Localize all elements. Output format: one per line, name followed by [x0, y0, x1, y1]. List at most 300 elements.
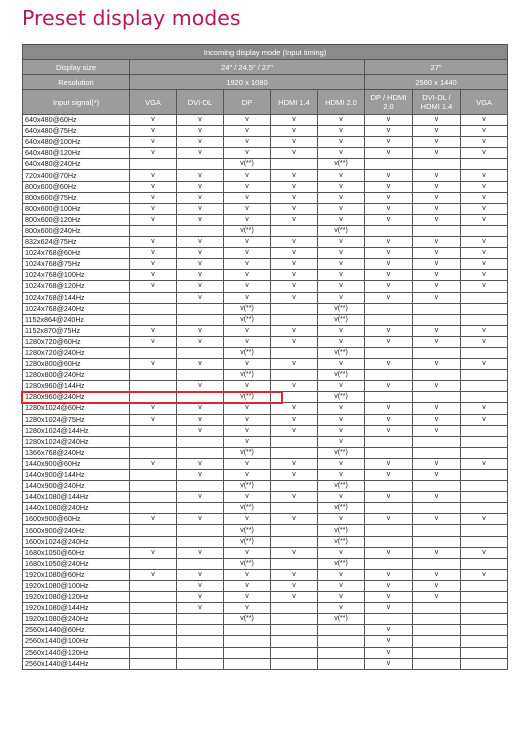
table-row: [23, 547, 508, 558]
table-row: [23, 658, 508, 669]
table-row: [23, 314, 508, 325]
table-row: [23, 325, 508, 336]
support-cell: [461, 436, 508, 447]
support-cell: v: [271, 259, 318, 270]
column-header: HDMI 2.0: [318, 90, 365, 115]
support-cell: [177, 314, 224, 325]
input-signal-cell: 2560x1440@144Hz: [23, 658, 130, 669]
support-cell: v: [413, 292, 461, 303]
support-cell: [461, 481, 508, 492]
support-cell: v: [224, 237, 271, 248]
support-cell: v(**): [318, 225, 365, 236]
support-cell: v: [318, 270, 365, 281]
support-cell: v: [224, 414, 271, 425]
column-header-text: DVI-DL / HDMI 1.4: [420, 93, 453, 111]
support-cell: [177, 447, 224, 458]
support-cell: [177, 536, 224, 547]
support-cell: [271, 525, 318, 536]
support-cell: [413, 447, 461, 458]
table-row: [23, 248, 508, 259]
support-cell: v: [271, 580, 318, 591]
support-cell: v: [271, 115, 318, 126]
support-cell: v: [365, 270, 413, 281]
support-cell: v: [271, 203, 318, 214]
support-cell: v: [224, 514, 271, 525]
support-cell: v: [224, 592, 271, 603]
input-signal-cell: 1440x1080@240Hz: [23, 503, 130, 514]
support-cell: v: [365, 248, 413, 259]
support-cell: [413, 647, 461, 658]
support-cell: [365, 347, 413, 358]
table-row: [23, 126, 508, 137]
support-cell: v(**): [318, 303, 365, 314]
support-cell: [413, 225, 461, 236]
support-cell: v: [130, 281, 177, 292]
support-cell: v: [177, 414, 224, 425]
support-cell: v(**): [224, 503, 271, 514]
support-cell: v: [271, 547, 318, 558]
support-cell: v: [318, 325, 365, 336]
support-cell: v: [271, 126, 318, 137]
support-cell: v: [271, 403, 318, 414]
input-signal-cell: 720x400@70Hz: [23, 170, 130, 181]
table-row: [23, 181, 508, 192]
input-signal-cell: 832x624@75Hz: [23, 237, 130, 248]
support-cell: [461, 303, 508, 314]
support-cell: v(**): [224, 536, 271, 547]
support-cell: [271, 558, 318, 569]
support-cell: v(**): [318, 481, 365, 492]
table-row: [23, 614, 508, 625]
support-cell: [461, 536, 508, 547]
support-cell: [461, 503, 508, 514]
support-cell: v: [365, 148, 413, 159]
support-cell: [130, 503, 177, 514]
support-cell: v: [461, 325, 508, 336]
support-cell: [177, 347, 224, 358]
table-row: [23, 625, 508, 636]
support-cell: v: [461, 514, 508, 525]
support-cell: [271, 314, 318, 325]
support-cell: v: [271, 381, 318, 392]
support-cell: v: [271, 359, 318, 370]
support-cell: v: [365, 403, 413, 414]
input-signal-cell: 1920x1080@240Hz: [23, 614, 130, 625]
support-cell: v: [271, 470, 318, 481]
support-cell: v: [224, 203, 271, 214]
support-cell: [413, 525, 461, 536]
column-header: [413, 90, 461, 115]
support-cell: v: [130, 458, 177, 469]
support-cell: [130, 381, 177, 392]
table-row: [23, 403, 508, 414]
support-cell: v(**): [224, 303, 271, 314]
input-signal-cell: 800x600@100Hz: [23, 203, 130, 214]
support-cell: v: [365, 592, 413, 603]
support-cell: v: [130, 214, 177, 225]
support-cell: v: [224, 292, 271, 303]
table-row: [23, 270, 508, 281]
support-cell: [271, 658, 318, 669]
input-signal-cell: 1024x768@75Hz: [23, 259, 130, 270]
support-cell: v: [365, 137, 413, 148]
support-cell: v: [130, 203, 177, 214]
support-cell: v: [177, 270, 224, 281]
support-cell: v: [177, 259, 224, 270]
support-cell: v: [365, 636, 413, 647]
support-cell: [177, 159, 224, 170]
support-cell: [271, 614, 318, 625]
input-signal-cell: 800x600@120Hz: [23, 214, 130, 225]
support-cell: [413, 392, 461, 403]
support-cell: v: [177, 325, 224, 336]
support-cell: v: [461, 148, 508, 159]
support-cell: v(**): [224, 159, 271, 170]
support-cell: v: [413, 192, 461, 203]
support-cell: v: [318, 126, 365, 137]
support-cell: v: [318, 237, 365, 248]
table-row: [23, 569, 508, 580]
display-size-group-a: 24" / 24.5" / 27": [130, 60, 365, 75]
support-cell: v: [224, 115, 271, 126]
support-cell: v: [413, 203, 461, 214]
support-cell: v: [224, 170, 271, 181]
support-cell: v: [224, 336, 271, 347]
support-cell: v: [271, 192, 318, 203]
table-row: [23, 170, 508, 181]
support-cell: v: [461, 336, 508, 347]
support-cell: v: [318, 603, 365, 614]
support-cell: v: [224, 603, 271, 614]
support-cell: v: [365, 381, 413, 392]
support-cell: v: [365, 625, 413, 636]
input-signal-cell: 640x480@100Hz: [23, 137, 130, 148]
support-cell: v: [224, 181, 271, 192]
support-cell: v: [224, 137, 271, 148]
input-signal-cell: 1920x1080@144Hz: [23, 603, 130, 614]
support-cell: v: [365, 547, 413, 558]
support-cell: v: [365, 259, 413, 270]
support-cell: v: [413, 181, 461, 192]
support-cell: [461, 447, 508, 458]
support-cell: [224, 658, 271, 669]
support-cell: v: [413, 170, 461, 181]
support-cell: v: [130, 126, 177, 137]
support-cell: v: [318, 436, 365, 447]
support-cell: v: [461, 126, 508, 137]
support-cell: [413, 436, 461, 447]
support-cell: [413, 159, 461, 170]
support-cell: v: [461, 214, 508, 225]
input-signal-cell: 1280x1024@60Hz: [23, 403, 130, 414]
table-row: [23, 525, 508, 536]
support-cell: v: [130, 270, 177, 281]
support-cell: [461, 470, 508, 481]
support-cell: v(**): [224, 314, 271, 325]
input-signal-label: Input signal(*): [23, 90, 130, 115]
support-cell: v: [365, 325, 413, 336]
support-cell: v: [365, 603, 413, 614]
table-row: [23, 603, 508, 614]
support-cell: v: [413, 569, 461, 580]
support-cell: [461, 492, 508, 503]
support-cell: v: [318, 470, 365, 481]
support-cell: v: [413, 115, 461, 126]
support-cell: [413, 481, 461, 492]
support-cell: [318, 658, 365, 669]
support-cell: v: [318, 492, 365, 503]
input-signal-cell: 1280x720@240Hz: [23, 347, 130, 358]
support-cell: v: [365, 492, 413, 503]
input-signal-cell: 2560x1440@120Hz: [23, 647, 130, 658]
support-cell: v: [271, 458, 318, 469]
input-signal-cell: 1024x768@120Hz: [23, 281, 130, 292]
support-cell: v: [177, 336, 224, 347]
support-cell: [461, 592, 508, 603]
table-row: [23, 514, 508, 525]
column-header: DP: [224, 90, 271, 115]
input-signal-cell: 1152x864@240Hz: [23, 314, 130, 325]
support-cell: v: [177, 569, 224, 580]
support-cell: [130, 425, 177, 436]
support-cell: v: [224, 470, 271, 481]
support-cell: [365, 314, 413, 325]
support-cell: [224, 647, 271, 658]
support-cell: v: [271, 414, 318, 425]
support-cell: [177, 370, 224, 381]
support-cell: v: [461, 248, 508, 259]
table-row: [23, 115, 508, 126]
support-cell: v: [130, 237, 177, 248]
support-cell: [365, 536, 413, 547]
support-cell: v(**): [318, 525, 365, 536]
table-row: [23, 481, 508, 492]
input-signal-cell: 640x480@60Hz: [23, 115, 130, 126]
support-cell: v: [365, 126, 413, 137]
table-row: [23, 503, 508, 514]
support-cell: [271, 392, 318, 403]
support-cell: v: [224, 270, 271, 281]
table-row: [23, 148, 508, 159]
support-cell: v: [177, 403, 224, 414]
support-cell: v: [413, 281, 461, 292]
support-cell: [461, 159, 508, 170]
support-cell: v: [413, 248, 461, 259]
support-cell: [271, 603, 318, 614]
input-signal-cell: 640x480@120Hz: [23, 148, 130, 159]
support-cell: [461, 392, 508, 403]
support-cell: v: [224, 403, 271, 414]
support-cell: [461, 347, 508, 358]
table-row: [23, 381, 508, 392]
table-row: [23, 470, 508, 481]
support-cell: v: [224, 281, 271, 292]
support-cell: v: [271, 425, 318, 436]
table-row: [23, 137, 508, 148]
support-cell: v: [130, 569, 177, 580]
support-cell: v: [224, 458, 271, 469]
support-cell: [130, 470, 177, 481]
support-cell: v: [318, 115, 365, 126]
support-cell: v: [130, 325, 177, 336]
support-cell: [461, 225, 508, 236]
input-signal-cell: 1280x1024@240Hz: [23, 436, 130, 447]
support-cell: [177, 436, 224, 447]
support-cell: v: [177, 292, 224, 303]
support-cell: v: [365, 203, 413, 214]
support-cell: [130, 592, 177, 603]
support-cell: v: [224, 259, 271, 270]
support-cell: v: [365, 281, 413, 292]
support-cell: v: [224, 126, 271, 137]
table-row: [23, 214, 508, 225]
input-signal-cell: 2560x1440@100Hz: [23, 636, 130, 647]
table-row: [23, 225, 508, 236]
table-row: [23, 592, 508, 603]
support-cell: v: [365, 214, 413, 225]
support-cell: v: [413, 148, 461, 159]
input-signal-cell: 2560x1440@60Hz: [23, 625, 130, 636]
support-cell: v: [461, 170, 508, 181]
table-header: [23, 45, 508, 115]
input-signal-cell: 1024x768@240Hz: [23, 303, 130, 314]
column-header: HDMI 1.4: [271, 90, 318, 115]
support-cell: v: [461, 270, 508, 281]
support-cell: v: [413, 592, 461, 603]
support-cell: [365, 503, 413, 514]
table-row: [23, 425, 508, 436]
support-cell: v: [413, 458, 461, 469]
input-signal-cell: 1920x1080@60Hz: [23, 569, 130, 580]
support-cell: [130, 392, 177, 403]
table-row: [23, 447, 508, 458]
support-cell: v: [177, 181, 224, 192]
support-cell: v: [318, 425, 365, 436]
input-signal-cell: 640x480@75Hz: [23, 126, 130, 137]
support-cell: v(**): [318, 159, 365, 170]
support-cell: v: [365, 514, 413, 525]
support-cell: v: [177, 492, 224, 503]
table-row: [23, 392, 508, 403]
support-cell: [413, 314, 461, 325]
input-signal-cell: 800x600@60Hz: [23, 181, 130, 192]
support-cell: [130, 481, 177, 492]
support-cell: [130, 603, 177, 614]
support-cell: [130, 492, 177, 503]
column-header: VGA: [130, 90, 177, 115]
support-cell: v(**): [224, 347, 271, 358]
support-cell: v: [224, 214, 271, 225]
support-cell: v: [130, 547, 177, 558]
support-cell: v: [130, 181, 177, 192]
support-cell: v: [130, 137, 177, 148]
support-cell: v: [224, 381, 271, 392]
support-cell: [130, 314, 177, 325]
input-signal-cell: 800x600@240Hz: [23, 225, 130, 236]
support-cell: [130, 447, 177, 458]
support-cell: v: [461, 181, 508, 192]
support-cell: [130, 436, 177, 447]
support-cell: [130, 225, 177, 236]
support-cell: v: [365, 414, 413, 425]
support-cell: v: [224, 547, 271, 558]
table-row: [23, 414, 508, 425]
support-cell: [413, 603, 461, 614]
table-row: [23, 192, 508, 203]
support-cell: [365, 614, 413, 625]
support-cell: v(**): [224, 614, 271, 625]
support-cell: [318, 636, 365, 647]
support-cell: [365, 392, 413, 403]
support-cell: [177, 303, 224, 314]
support-cell: [271, 370, 318, 381]
support-cell: [413, 625, 461, 636]
support-cell: v: [413, 403, 461, 414]
support-cell: v: [461, 458, 508, 469]
input-signal-cell: 1440x900@240Hz: [23, 481, 130, 492]
column-header: VGA: [461, 90, 508, 115]
support-cell: v: [271, 181, 318, 192]
display-size-label: Display size: [23, 60, 130, 75]
support-cell: [130, 636, 177, 647]
table-row: [23, 492, 508, 503]
support-cell: v: [365, 192, 413, 203]
support-cell: [130, 580, 177, 591]
support-cell: v: [130, 514, 177, 525]
support-cell: v: [271, 514, 318, 525]
support-cell: v: [413, 547, 461, 558]
support-cell: [130, 292, 177, 303]
table-row: [23, 336, 508, 347]
support-cell: v(**): [318, 447, 365, 458]
support-cell: v: [461, 569, 508, 580]
support-cell: v: [461, 414, 508, 425]
support-cell: v: [177, 603, 224, 614]
support-cell: v: [130, 359, 177, 370]
support-cell: v: [413, 137, 461, 148]
support-cell: v: [271, 237, 318, 248]
support-cell: [365, 558, 413, 569]
support-cell: v: [461, 359, 508, 370]
support-cell: [177, 481, 224, 492]
support-cell: [413, 636, 461, 647]
support-cell: v: [271, 492, 318, 503]
support-cell: [177, 647, 224, 658]
support-cell: v: [224, 580, 271, 591]
support-cell: v: [177, 514, 224, 525]
support-cell: [130, 558, 177, 569]
support-cell: v(**): [224, 558, 271, 569]
support-cell: v: [413, 214, 461, 225]
support-cell: v: [318, 359, 365, 370]
support-cell: v: [318, 414, 365, 425]
input-signal-cell: 1366x768@240Hz: [23, 447, 130, 458]
support-cell: v(**): [318, 536, 365, 547]
table-row: [23, 159, 508, 170]
support-cell: v: [318, 214, 365, 225]
support-cell: v: [224, 325, 271, 336]
support-cell: [271, 625, 318, 636]
table-row: [23, 636, 508, 647]
support-cell: [461, 603, 508, 614]
support-cell: [130, 625, 177, 636]
support-cell: v: [177, 237, 224, 248]
support-cell: v: [365, 580, 413, 591]
support-cell: v(**): [318, 503, 365, 514]
support-cell: v: [318, 181, 365, 192]
table-row: [23, 647, 508, 658]
support-cell: v: [130, 170, 177, 181]
